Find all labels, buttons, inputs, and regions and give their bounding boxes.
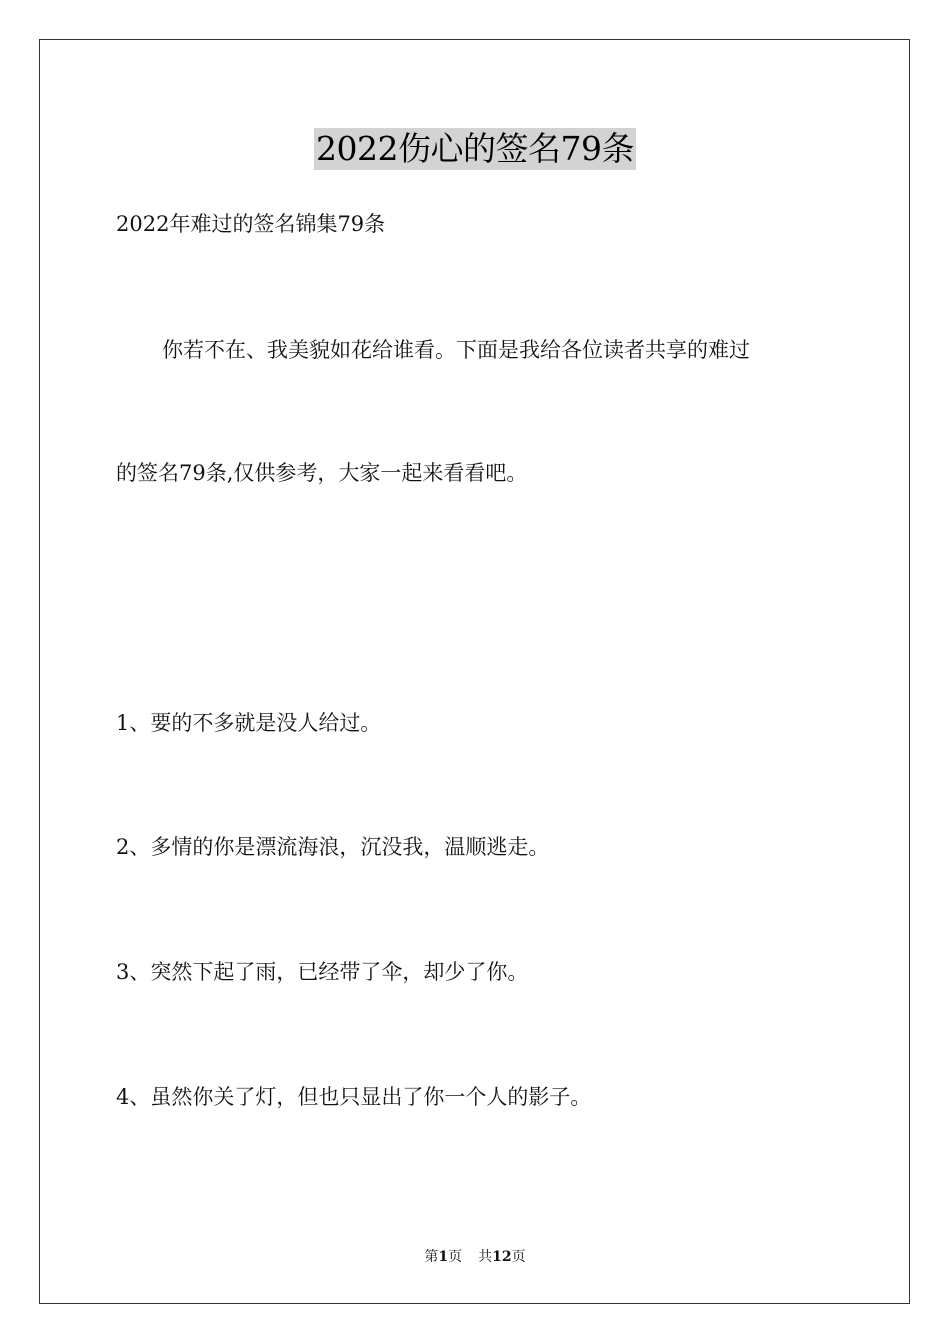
document-title: 2022伤心的签名79条 [316,129,634,168]
current-page-number: 1 [438,1249,449,1265]
page-prefix: 第 [424,1249,439,1265]
total-suffix: 页 [511,1249,526,1265]
total-prefix: 共 [478,1249,493,1265]
list-item: 4、虽然你关了灯，但也只显出了你一个人的影子。 [116,1085,592,1109]
list-item: 3、突然下起了雨，已经带了伞，却少了你。 [116,960,529,984]
total-pages-number: 12 [492,1249,512,1265]
intro-paragraph-line-1: 你若不在、我美貌如花给谁看。下面是我给各位读者共享的难过 [162,338,750,362]
page-suffix: 页 [448,1249,463,1265]
list-item: 1、要的不多就是没人给过。 [116,711,382,735]
page-footer [0,1247,950,1267]
title-container [0,128,950,170]
intro-paragraph-line-2: 的签名79条,仅供参考，大家一起来看看吧。 [116,461,528,485]
list-item: 2、多情的你是漂流海浪，沉没我，温顺逃走。 [116,835,550,859]
document-subtitle: 2022年难过的签名锦集79条 [116,212,386,236]
